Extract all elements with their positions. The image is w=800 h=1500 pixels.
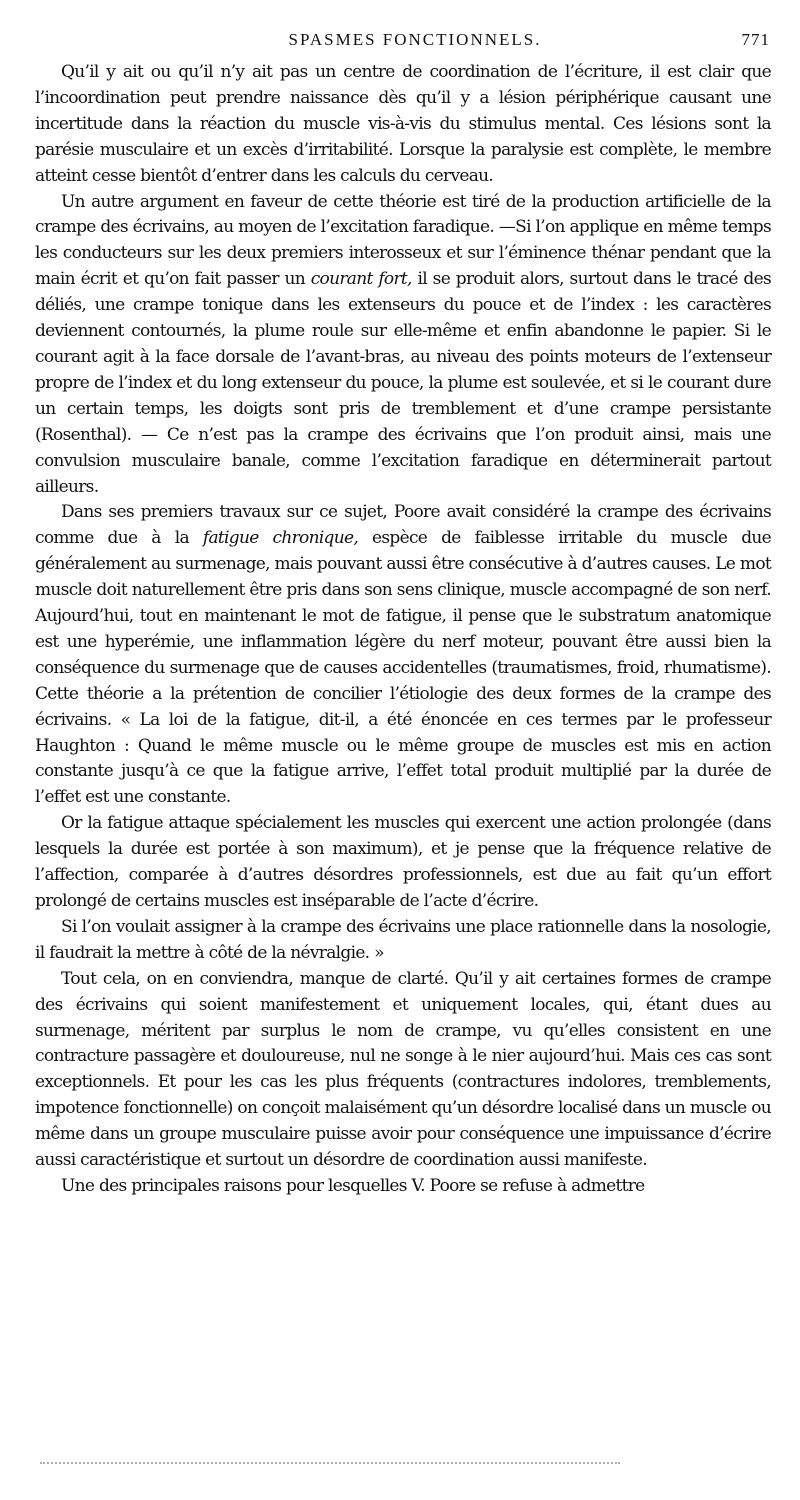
paragraph [35, 967, 771, 1174]
footer-rule [40, 1462, 620, 1464]
text-run: Une des principales raisons pour lesquelles V. Poore se refuse à admettre [61, 1175, 645, 1196]
text-run: Qu’il y ait ou qu’il n’y ait pas un centre de coordination de l’écriture, il est clair que l’incoordination peut prendre naissance dès qu’il y a lésion périphérique causant une incertitude dans la réaction du muscle vis-à-vis du stimulus mental. Ces lésions sont la parésie musculaire et un excès d’irritabilité. Lorsque la paralysie est complète, le membre atteint cesse bientôt d’entrer dans les calculs du cerveau. [35, 62, 771, 186]
text-run: il se produit alors, surtout dans le tracé des déliés, une crampe tonique dans les extenseurs du pouce et de l’index : les caractères deviennent contournés, la plume roule sur elle-même et enfin abandonne le papier. Si le courant agit à la face dorsale de l’avant-bras, au niveau des points moteurs de l’extenseur propre de l’index et du long extenseur du pouce, la plume est soulevée, et si le courant dure un certain temps, les doigts sont pris de tremblement et d’une crampe persistante (Rosenthal). — Ce n’est pas la crampe des écrivains que l’on produit ainsi, mais une convulsion musculaire banale, comme l’excitation faradique en déterminerait partout ailleurs. [35, 269, 771, 497]
page-number: 771 [741, 30, 770, 49]
text-run: Si l’on voulait assigner à la crampe des écrivains une place rationnelle dans la nosologie, il faudrait la mettre à côté de la névralgie. » [35, 916, 771, 963]
text-run: Or la fatigue attaque spécialement les muscles qui exercent une action prolongée (dans lesquels la durée est portée à son maximum), et je pense que la fréquence relative de l’affection, comparée à d’autres désordres professionnels, est due au fait qu’un effort prolongé de certains muscles est inséparable de l’acte d’écrire. [35, 813, 771, 911]
paragraph [35, 915, 771, 967]
text-run: espèce de faiblesse irritable du muscle due généralement au surmenage, mais pouvant aussi être consécutive à d’autres causes. Le mot muscle doit naturellement être pris dans son sens clinique, muscle accompagné de son nerf. Aujourd’hui, tout en maintenant le mot de fatigue, il pense que le substratum anatomique est une hyperémie, une inflammation légère du nerf moteur, pouvant être aussi bien la conséquence du surmenage que de causes accidentelles (traumatismes, froid, rhumatisme). Cette théorie a la prétention de concilier l’étiologie des deux formes de la crampe des écrivains. « La loi de la fatigue, dit-il, a été énoncée en ces termes par le professeur Haughton : Quand le même muscle ou le même groupe de muscles est mis en action constante jusqu’à ce que la fatigue arrive, l’effet total produit multiplié par la durée de l’effet est une constante. [35, 528, 772, 808]
running-head [60, 30, 770, 56]
paragraph [35, 60, 771, 190]
paragraph [35, 811, 771, 915]
italic-phrase: fatigue chronique, [202, 528, 359, 549]
running-title: SPASMES FONCTIONNELS. [288, 30, 542, 49]
paragraph [35, 500, 771, 811]
paragraph [35, 190, 771, 501]
text-run: Un autre argument en faveur de cette théorie est tiré de la production artificielle de la crampe des écrivains, au moyen de l’excitation faradique. —Si l’on applique en même temps les conducteurs sur les deux premiers interosseux et sur l’éminence thénar pendant que la main écrit et qu’on fait passer un [35, 191, 771, 290]
body-text [35, 60, 771, 1200]
italic-phrase: courant fort, [310, 269, 412, 290]
text-run: Dans ses premiers travaux sur ce sujet, Poore avait considéré la crampe des écrivains comme due à la [35, 502, 771, 549]
paragraph [35, 1174, 771, 1200]
text-run: Tout cela, on en conviendra, manque de clarté. Qu’il y ait certaines formes de crampe des écrivains qui soient manifestement et uniquement locales, qui, étant dues au surmenage, méritent par surplus le nom de crampe, vu qu’elles consistent en une contracture passagère et douloureuse, nul ne songe à le nier aujourd’hui. Mais ces cas sont exceptionnels. Et pour les cas les plus fréquents (contractures indolores, tremblements, impotence fonctionnelle) on conçoit malaisément qu’un désordre localisé dans un muscle ou même dans un groupe musculaire puisse avoir pour conséquence une impuissance d’écrire aussi caractéristique et surtout un désordre de coordination aussi manifeste. [35, 968, 771, 1171]
